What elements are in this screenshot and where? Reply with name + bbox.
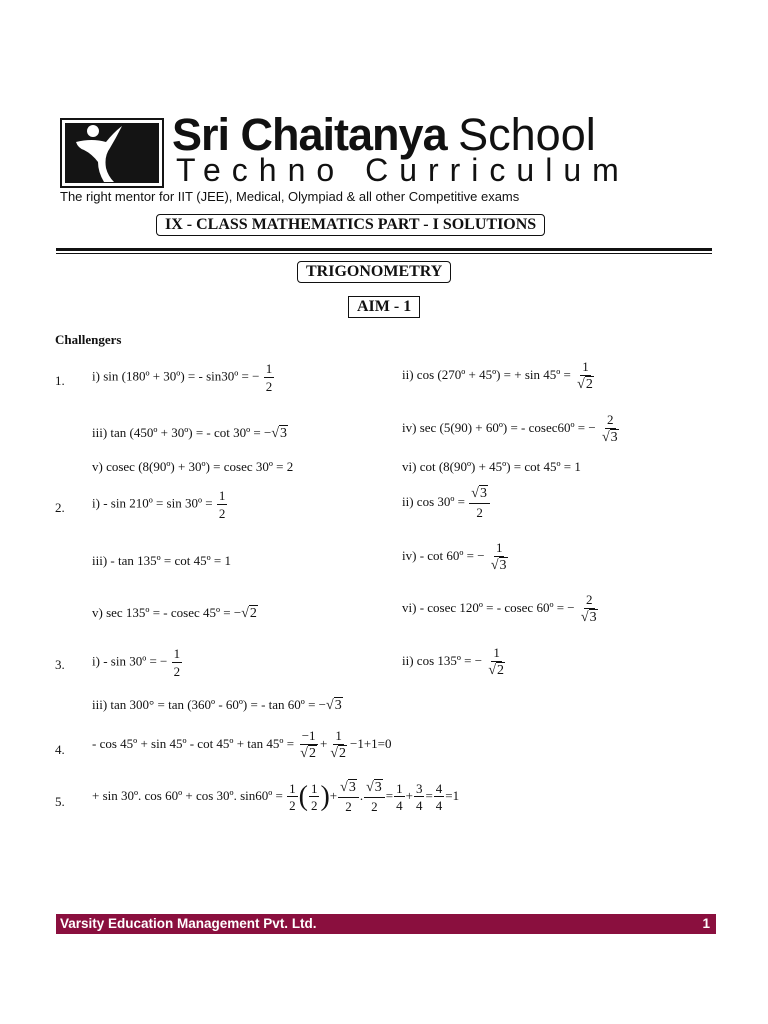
problem-4: - cos 45º + sin 45º - cot 45º + tan 45º = $\frac{-1}{√2}$ + $\frac{1}{√2}$ −1+1=0 (92, 728, 392, 761)
school-logo (60, 118, 164, 188)
problem-2-iv: iv) - cot 60º = − $\frac{1}{√3}$ (402, 540, 507, 573)
problem-1-ii: ii) cos (270º + 45º) = + sin 45º = $\frac{1}{√2}$ (402, 359, 593, 392)
header-rule (56, 248, 712, 251)
section-subheading: Challengers (55, 332, 122, 347)
curriculum-title: Techno Curriculum (176, 152, 630, 188)
problem-2-i: i) - sin 210º = sin 30º = $\frac{1}{2}$ (92, 488, 226, 521)
brand-school: School (458, 109, 596, 160)
problem-2-iii: iii) - tan 135º = cot 45º = 1 (92, 553, 231, 568)
brand-name: Sri Chaitanya School (172, 109, 596, 160)
problem-2-vi: vi) - cosec 120º = - cosec 60º = − $\frac{2}{√3}$ (402, 592, 597, 625)
problem-1-iv: iv) sec (5(90) + 60º) = - cosec60º = − $\frac{2}{√3}$ (402, 412, 618, 445)
problem-1-v: v) cosec (8(90º) + 30º) = cosec 30º = 2 (92, 459, 294, 474)
problem-3-ii: ii) cos 135º = − $\frac{1}{√2}$ (402, 645, 505, 678)
problem-2-ii: ii) cos 30º = $\frac{√3}{2}$ (402, 487, 491, 519)
problem-1-iii: iii) tan (450º + 30º) = - cot 30º = −√3 (92, 425, 288, 441)
problem-number: 4. (55, 742, 65, 757)
problem-number: 2. (55, 500, 65, 515)
document-title: IX - CLASS MATHEMATICS PART - I SOLUTIONS (156, 214, 545, 236)
problem-3-iii: iii) tan 300° = tan (360º - 60º) = - tan 60º = −√3 (92, 697, 342, 713)
problem-1-i: i) sin (180º + 30º) = - sin30º = − $\frac{1}{2}$ (92, 361, 273, 394)
tagline: The right mentor for IIT (JEE), Medical, Olympiad & all other Competitive exams (60, 189, 520, 204)
problem-number: 1. (55, 373, 65, 388)
problem-2-v: v) sec 135º = - cosec 45º = −√2 (92, 605, 257, 621)
problem-1-vi: vi) cot (8(90º) + 45º) = cot 45º = 1 (402, 459, 581, 474)
problem-3-i: i) - sin 30º = − $\frac{1}{2}$ (92, 646, 181, 679)
footer-company: Varsity Education Management Pvt. Ltd. (60, 916, 317, 931)
aim-label: AIM - 1 (348, 296, 420, 318)
problem-number: 3. (55, 657, 65, 672)
section-title: TRIGONOMETRY (297, 261, 451, 283)
runner-logo-icon (62, 120, 162, 186)
header-rule-thin (56, 253, 712, 254)
problem-5: + sin 30º. cos 60º + cos 30º. sin60º = $\frac{1}{2}$ ( $\frac{1}{2}$ )+ $\frac{√3}{2}$ . $\frac{√3}{2}$ = $\frac{1}{4}$ + $\frac{3}{4}$ = $\frac{4}{4}$ =1 (92, 780, 460, 814)
page-number: 1 (702, 916, 710, 931)
footer-bar (56, 914, 716, 934)
problem-number: 5. (55, 794, 65, 809)
